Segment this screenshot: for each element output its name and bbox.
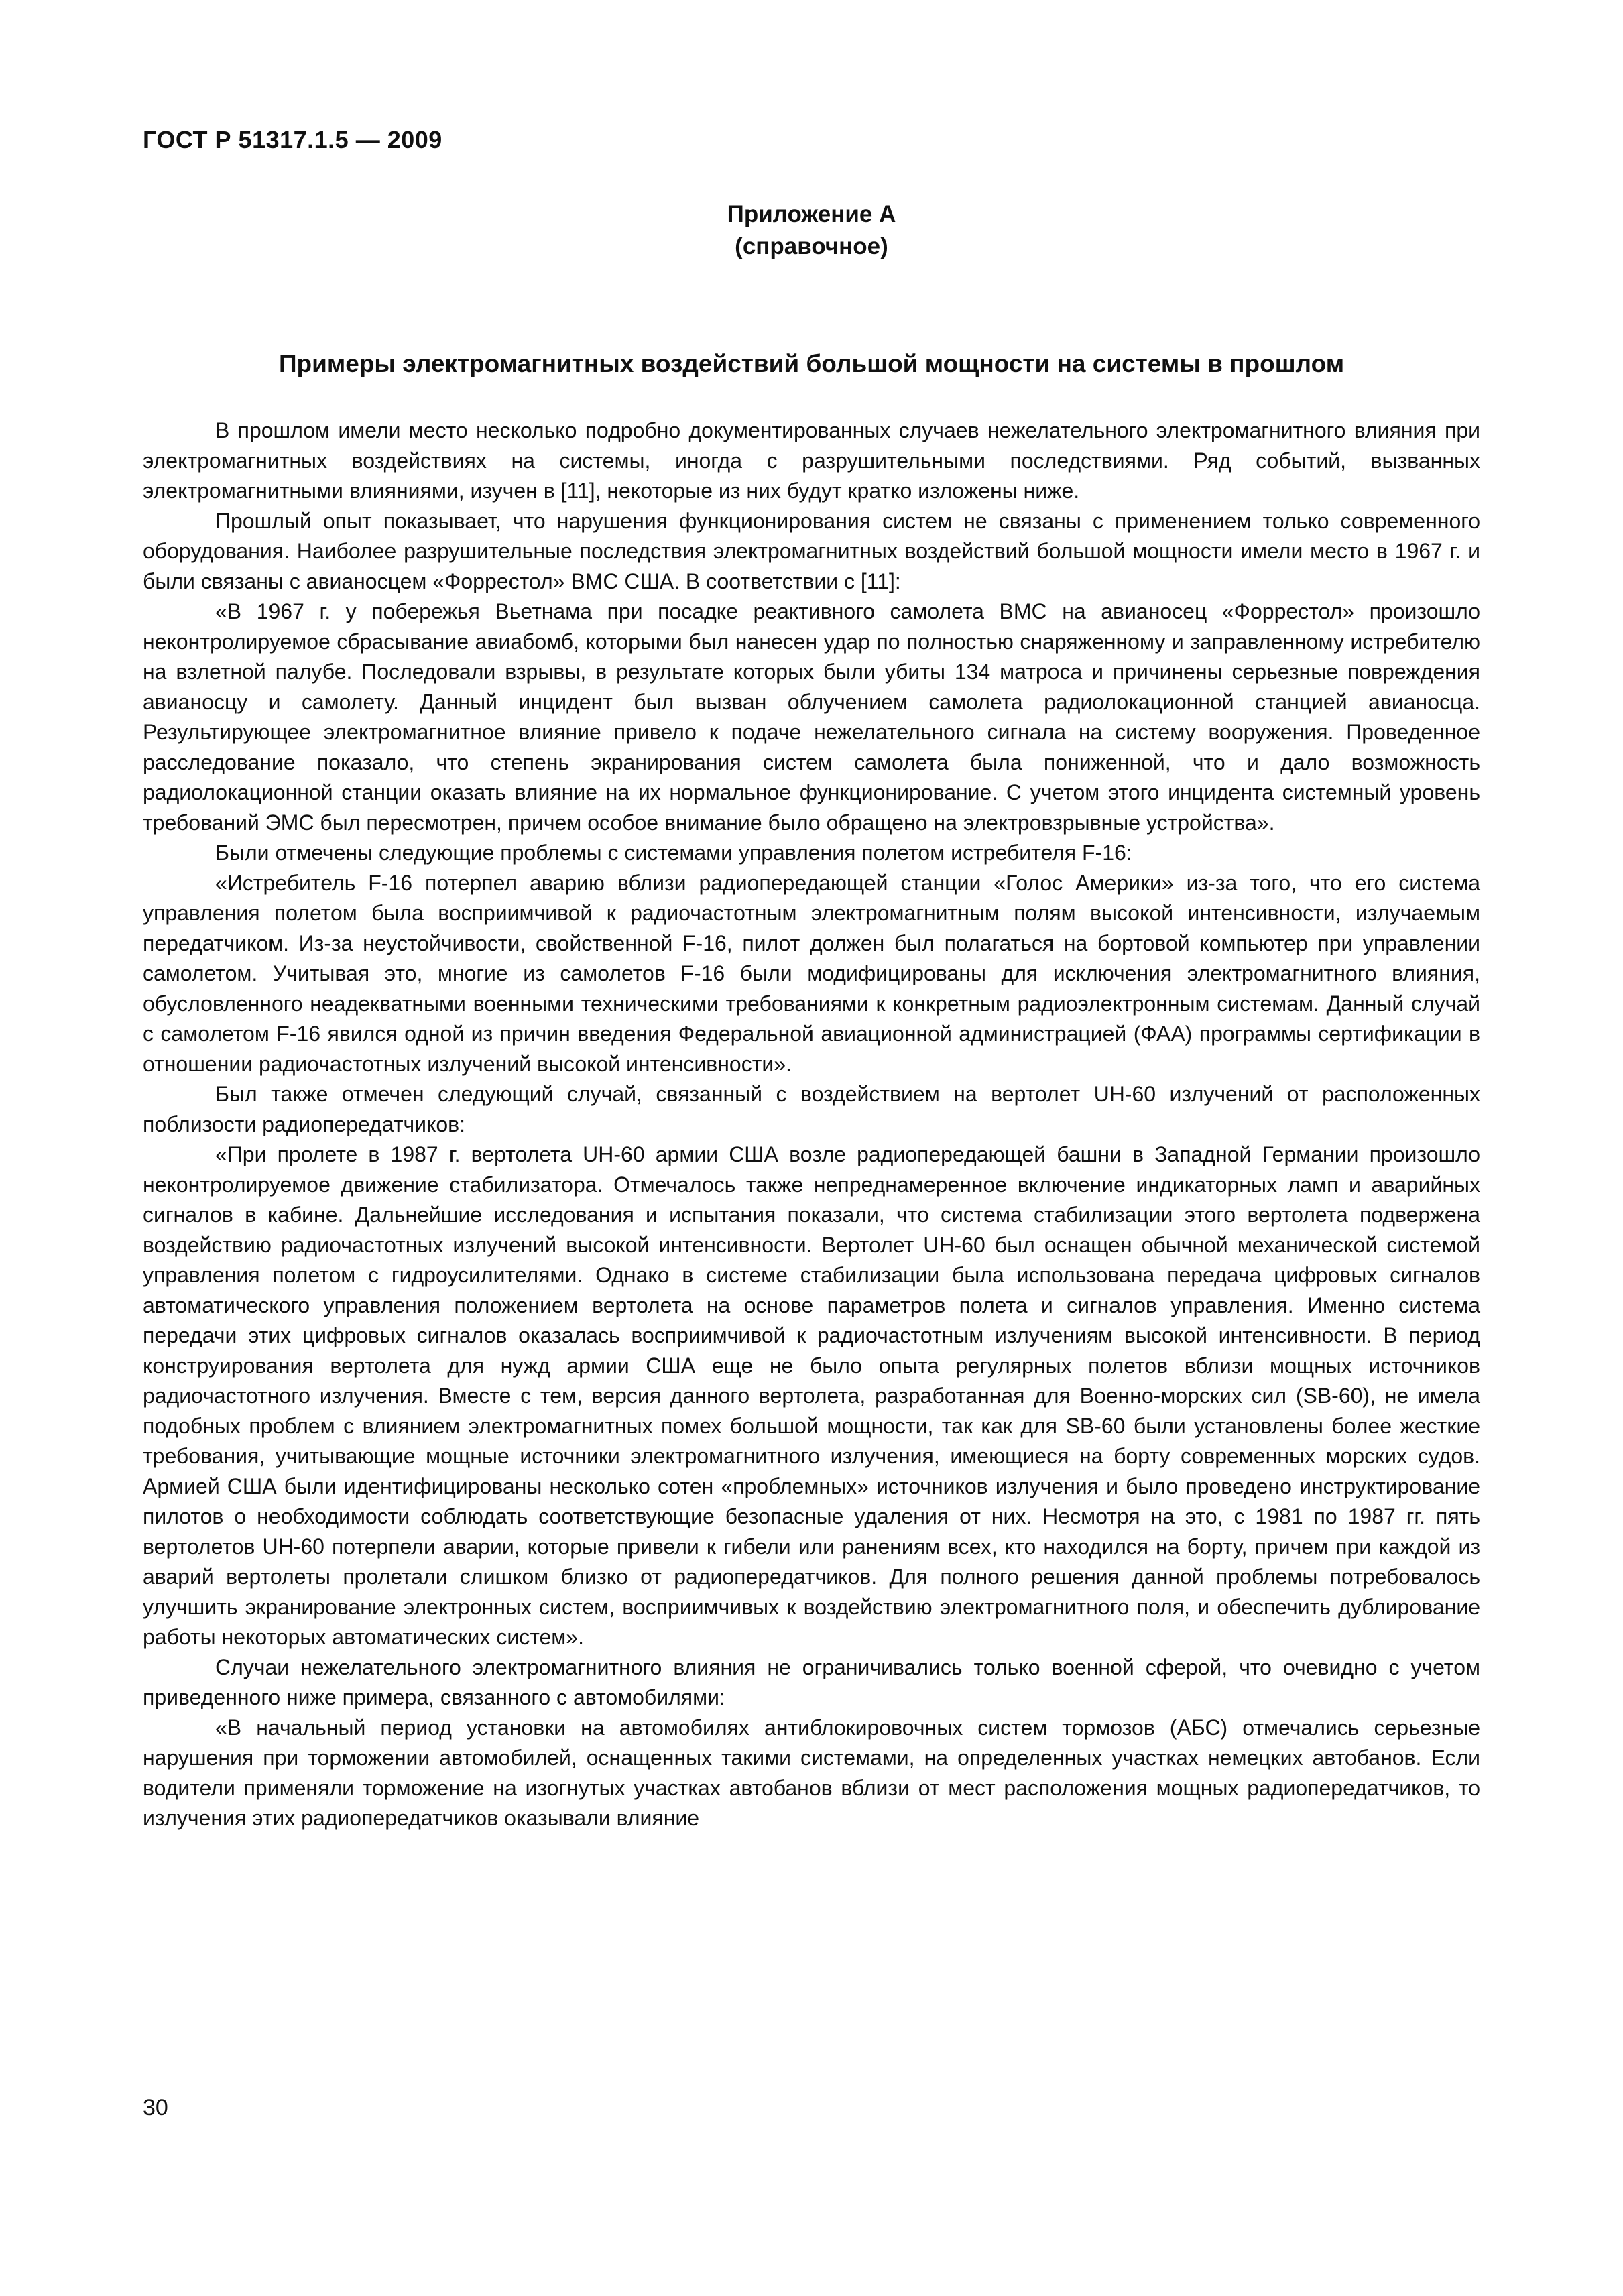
annex-heading (0, 198, 1623, 263)
paragraph: «При пролете в 1987 г. вертолета UH-60 армии США возле радиопередающей башни в Западной Германии произошло неконтролируемое движение стабилизатора. Отмечалось также непреднамеренное включение индикаторных ламп и аварийных сигналов в кабине. Дальнейшие исследования и испытания показали, что система стабилизации этого вертолета подвержена воздействию радиочастотных излучений высокой интенсивности. Вертолет UH-60 был оснащен обычной механической системой управления полетом с гидроусилителями. Однако в системе стабилизации была использована передача цифровых сигналов автоматического управления положением вертолета на основе параметров полета и сигналов управления. Именно система передачи этих цифровых сигналов оказалась восприимчивой к радиочастотным излучениям высокой интенсивности. В период конструирования вертолета для нужд армии США еще не было опыта регулярных полетов вблизи мощных источников радиочастотного излучения. Вместе с тем, версия данного вертолета, разработанная для Военно-морских сил (SB-60), не имела подобных проблем с влиянием электромагнитных помех большой мощности, так как для SB-60 были установлены более жесткие требования, учитывающие мощные источники электромагнитного излучения, имеющиеся на борту современных морских судов. Армией США были идентифицированы несколько сотен «проблемных» источников излучения и было проведено инструктирование пилотов о необходимости соблюдать соответствующие безопасные удаления от них. Несмотря на это, с 1981 по 1987 гг. пять вертолетов UH-60 потерпели аварии, которые привели к гибели или ранениям всех, кто находился на борту, причем при каждой из аварий вертолеты пролетали слишком близко от радиопередатчиков. Для полного решения данной проблемы потребовалось улучшить экранирование электронных систем, восприимчивых к воздействию электромагнитного поля, и обеспечить дублирование работы некоторых автоматических систем». (143, 1142, 1480, 1649)
section-title: Примеры электромагнитных воздействий большой мощности на системы в прошлом (278, 350, 1345, 377)
paragraph: Был также отмечен следующий случай, связанный с воздействием на вертолет UH-60 излучений от расположенных поблизости радиопередатчиков: (143, 1082, 1480, 1136)
paragraph: «В 1967 г. у побережья Вьетнама при посадке реактивного самолета ВМС на авианосец «Форрестол» произошло неконтролируемое сбрасывание авиабомб, которыми был нанесен удар по полностью снаряженному и заправленному истребителю на взлетной палубе. Последовали взрывы, в результате которых были убиты 134 матроса и причинены серьезные повреждения авианосцу и самолету. Данный инцидент был вызван облучением самолета радиолокационной станцией авианосца. Результирующее электромагнитное влияние привело к подаче нежелательного сигнала на систему вооружения. Проведенное расследование показало, что степень экранирования систем самолета была пониженной, что и дало возможность радиолокационной станции оказать влияние на их нормальное функционирование. С учетом этого инцидента системный уровень требований ЭМС был пересмотрен, причем особое внимание было обращено на электровзрывные устройства». (143, 599, 1480, 835)
paragraph: Прошлый опыт показывает, что нарушения функционирования систем не связаны с применением только современного оборудования. Наиболее разрушительные последствия электромагнитных воздействий большой мощности имели место в 1967 г. и были связаны с авианосцем «Форрестол» ВМС США. В соответствии с [11]: (143, 509, 1480, 593)
paragraph: «В начальный период установки на автомобилях антиблокировочных систем тормозов (АБС) отмечались серьезные нарушения при торможении автомобилей, оснащенных такими системами, на определенных участках немецких автобанов. Если водители применяли торможение на изогнутых участках автобанов вблизи от мест расположения мощных радиопередатчиков, то излучения этих радиопередатчиков оказывали влияние (143, 1715, 1480, 1830)
annex-status: (справочное) (735, 233, 888, 259)
standard-designation: ГОСТ Р 51317.1.5 — 2009 (143, 126, 442, 154)
paragraph: Случаи нежелательного электромагнитного влияния не ограничивались только военной сферой, что очевидно с учетом приведенного ниже примера, связанного с автомобилями: (143, 1655, 1480, 1709)
annex-title: Приложение А (727, 201, 896, 227)
page-number: 30 (143, 2095, 168, 2120)
paragraph: В прошлом имели место несколько подробно документированных случаев нежелательного электромагнитного влияния при электромагнитных воздействиях на системы, иногда с разрушительными последствиями. Ряд событий, вызванных электромагнитными влияниями, изучен в [11], некоторые из них будут кратко изложены ниже. (143, 418, 1480, 503)
body-text (143, 416, 1480, 1833)
paragraph: «Истребитель F-16 потерпел аварию вблизи радиопередающей станции «Голос Америки» из-за того, что его система управления полетом была восприимчивой к радиочастотным электромагнитным полям высокой интенсивности, излучаемым передатчиком. Из-за неустойчивости, свойственной F-16, пилот должен был полагаться на бортовой компьютер при управлении самолетом. Учитывая это, многие из самолетов F-16 были модифицированы для исключения электромагнитного влияния, обусловленного неадекватными военными техническими требованиями к конкретным радиоэлектронным системам. Данный случай с самолетом F-16 явился одной из причин введения Федеральной авиационной администрацией (ФАА) программы сертификации в отношении радиочастотных излучений высокой интенсивности». (143, 871, 1480, 1076)
paragraph: Были отмечены следующие проблемы с системами управления полетом истребителя F-16: (215, 841, 1132, 865)
